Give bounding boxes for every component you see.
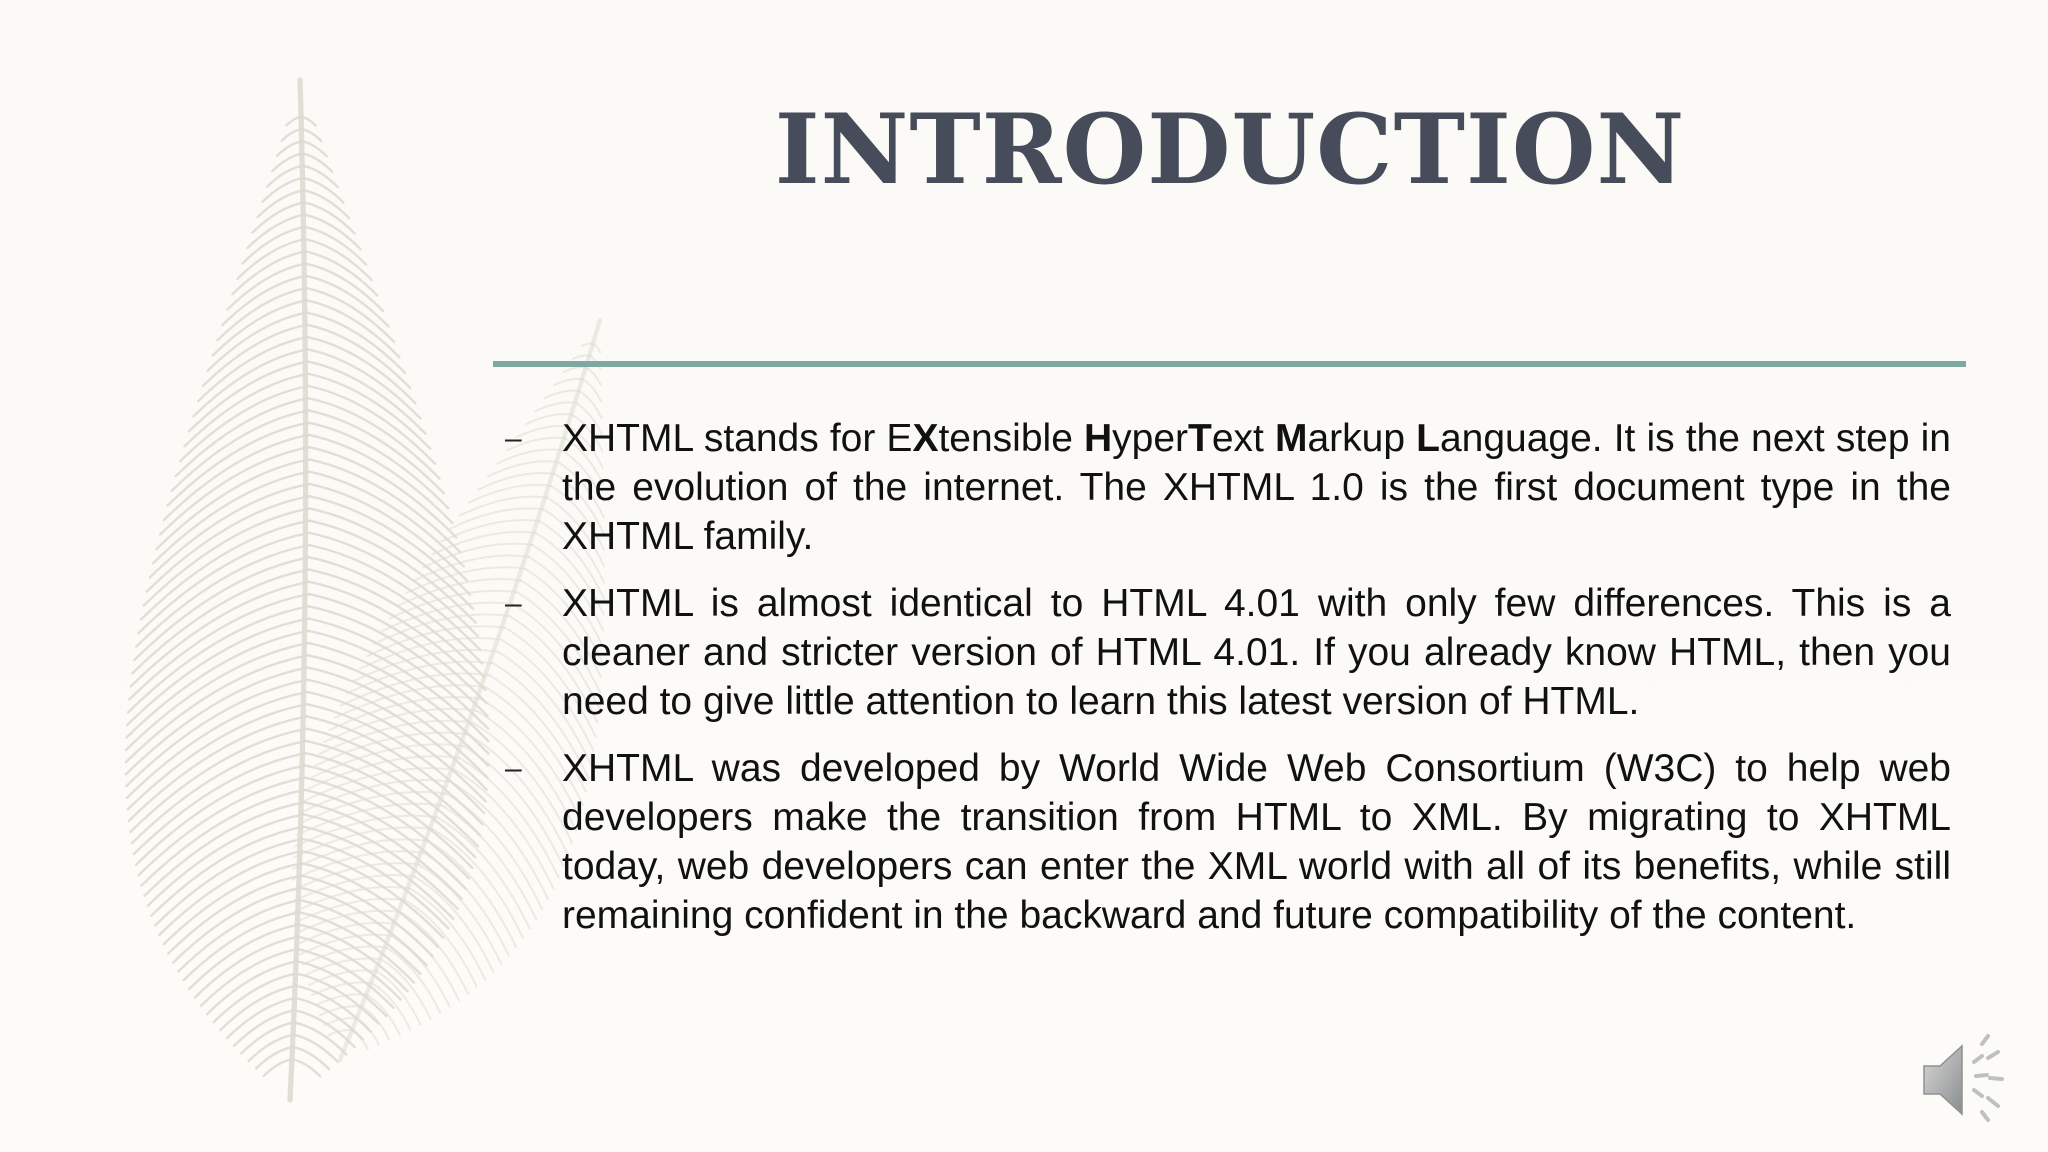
- bullet-text-bold: T: [1188, 417, 1212, 460]
- title-divider: [493, 361, 1966, 367]
- bullet-text-bold: M: [1274, 417, 1308, 460]
- bullet-text-part: ext: [1211, 417, 1275, 460]
- speaker-icon[interactable]: [1918, 1024, 2018, 1124]
- bullet-text-part: anguage. It is the next step in the evolution of the internet. The XHTML 1.0 is the first document type in the XHTML family.: [562, 417, 1951, 558]
- bullet-text-bold: L: [1416, 417, 1440, 460]
- bullet-text-part: XHTML stands for E: [562, 417, 913, 460]
- bullet-text-part: yper: [1112, 417, 1189, 460]
- bullet-marker: –: [505, 422, 522, 455]
- bullet-text-part: arkup: [1307, 417, 1417, 460]
- bullet-item-2: [505, 579, 1951, 726]
- bullet-item-3: [505, 744, 1951, 940]
- bullet-item-1: [505, 414, 1951, 561]
- bullet-text-part: XHTML was developed by World Wide Web Consortium (W3C) to help web developers make the transition from HTML to XML. By migrating to XHTML today, web developers can enter the XML world with all of its benefits, while still remaining confident in the backward and future compatibility of the content.: [562, 747, 1951, 937]
- bullet-text-bold: H: [1083, 417, 1113, 460]
- bullet-text-bold: X: [912, 417, 939, 460]
- bullet-marker: –: [505, 752, 522, 785]
- slide-title: INTRODUCTION: [774, 93, 1686, 206]
- bullet-list: [505, 414, 1951, 958]
- bullet-text-part: tensible: [938, 417, 1084, 460]
- bullet-text-part: XHTML is almost identical to HTML 4.01 with only few differences. This is a cleaner and stricter version of HTML 4.01. If you already know HTML, then you need to give little attention to learn this latest version of HTML.: [562, 582, 1951, 723]
- bullet-marker: –: [505, 587, 522, 620]
